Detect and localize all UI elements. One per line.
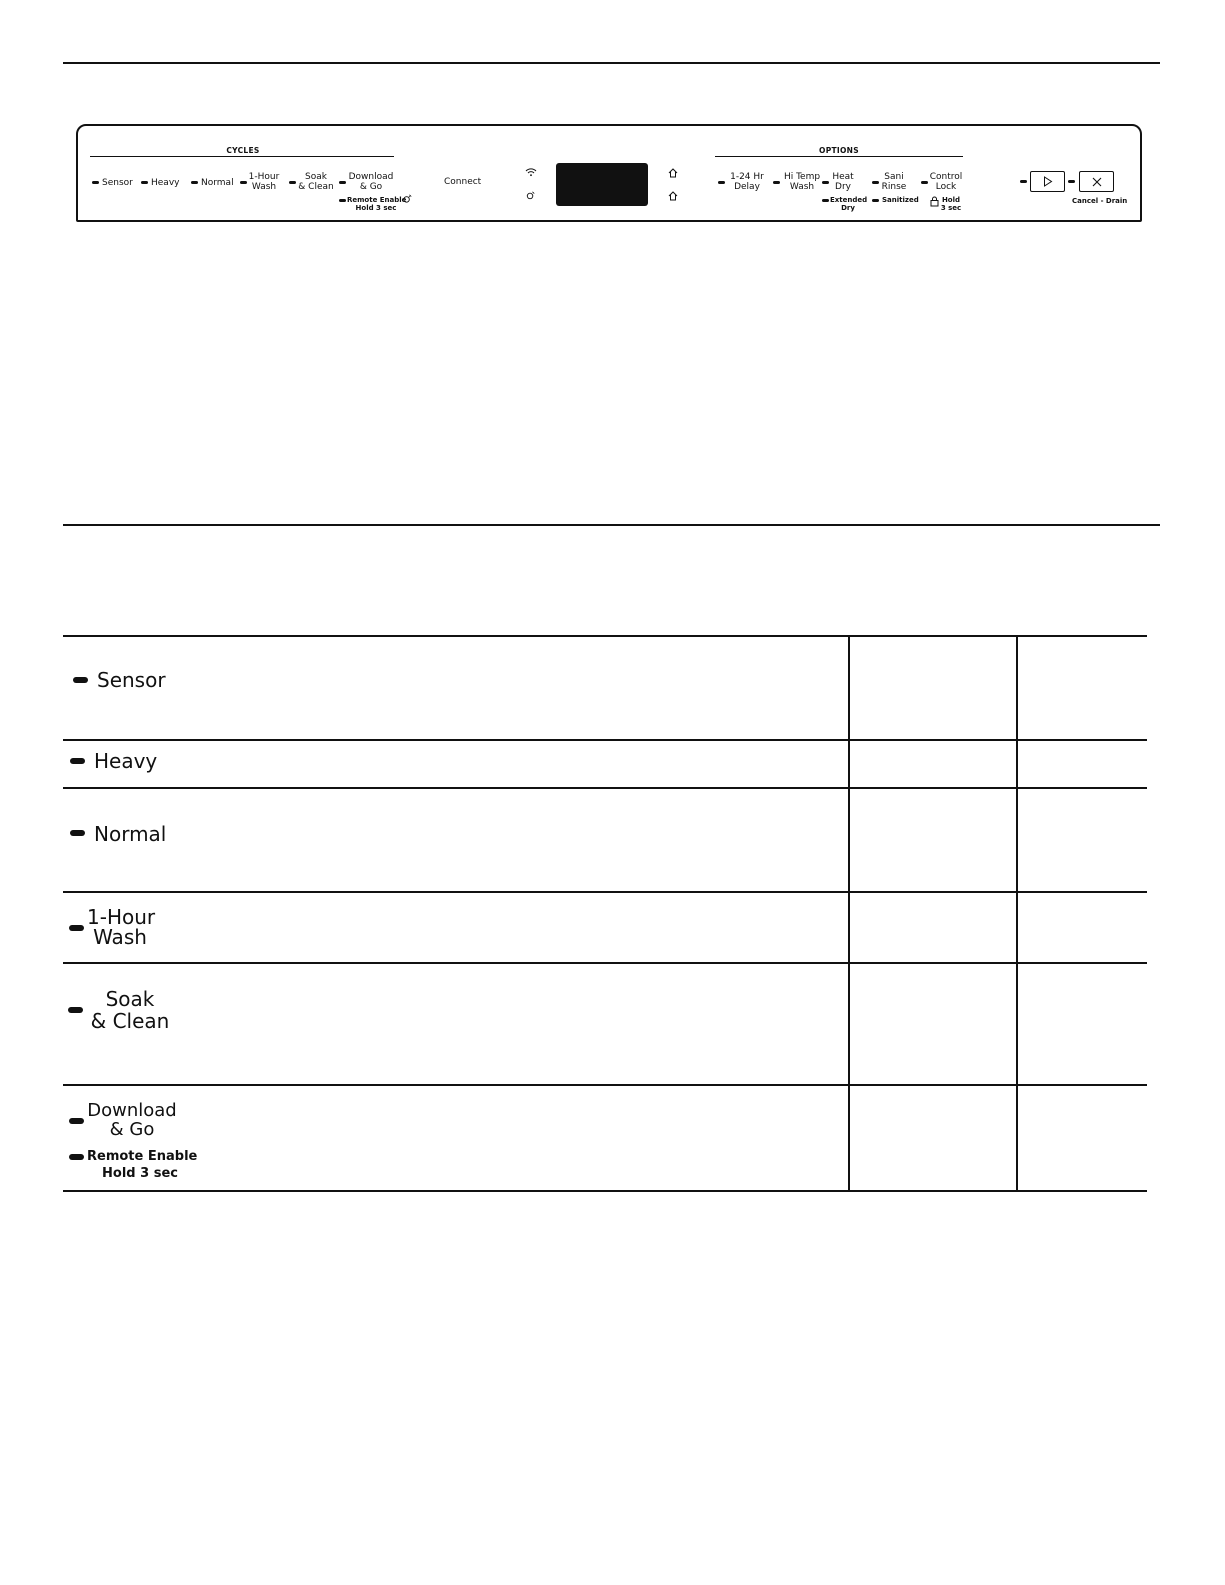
table-cell [1017, 1085, 1147, 1191]
start-indicator [1020, 180, 1027, 183]
cycle-cell [63, 740, 849, 788]
remote-enable-label: Remote Enable Hold 3 sec [87, 1149, 198, 1181]
table-cell [1017, 740, 1147, 788]
home-icon [668, 191, 678, 201]
soak-clean-indicator [68, 1007, 83, 1013]
table-row [63, 788, 1147, 892]
table-row [63, 1085, 1147, 1191]
cycle-normal-button[interactable]: Normal [201, 178, 234, 188]
table-cell [1017, 636, 1147, 740]
wifi-icon [525, 167, 537, 177]
delay-indicator [718, 181, 725, 184]
cycle-label: Sensor [97, 668, 166, 692]
normal-indicator [191, 181, 198, 184]
cancel-drain-label: Cancel - Drain [1072, 197, 1128, 205]
cycle-label: Normal [94, 822, 167, 846]
normal-indicator [70, 830, 85, 836]
sensor-indicator [92, 181, 99, 184]
cancel-drain-button[interactable] [1079, 171, 1114, 192]
option-heat-dry-button[interactable]: Heat Dry [832, 172, 854, 192]
table-cell [1017, 892, 1147, 963]
status-display [556, 163, 648, 206]
heavy-indicator [70, 758, 85, 764]
cycle-sensor-button[interactable]: Sensor [102, 178, 133, 188]
remote-enable-label: Remote Enable Hold 3 sec [347, 196, 407, 212]
soak-clean-indicator [289, 181, 296, 184]
table-cell [849, 788, 1017, 892]
cycle-download-go-button[interactable]: Download & Go [348, 172, 394, 192]
remote-enable-indicator [69, 1154, 84, 1160]
download-go-indicator [69, 1118, 84, 1124]
table-cell [849, 740, 1017, 788]
sanitized-indicator [872, 199, 879, 202]
top-rule [63, 62, 1160, 64]
sani-rinse-indicator [872, 181, 879, 184]
heat-dry-indicator [822, 181, 829, 184]
lock-icon [930, 196, 939, 207]
start-button[interactable] [1030, 171, 1065, 192]
cycles-divider [90, 156, 394, 157]
cycle-cell [63, 1085, 849, 1191]
cycle-1-hour-wash-button[interactable]: 1-Hour Wash [248, 172, 280, 192]
cycle-cell [63, 788, 849, 892]
home-icon [668, 168, 678, 178]
hi-temp-indicator [773, 181, 780, 184]
extended-dry-indicator [822, 199, 829, 202]
option-control-lock-button[interactable]: Control Lock [929, 172, 963, 192]
heavy-indicator [141, 181, 148, 184]
sanitized-label: Sanitized [882, 196, 919, 204]
remote-icon [402, 193, 413, 204]
play-icon [1043, 176, 1053, 187]
option-hi-temp-wash-button[interactable]: Hi Temp Wash [783, 172, 821, 192]
control-panel [76, 124, 1142, 222]
table-cell [1017, 788, 1147, 892]
table-row [63, 892, 1147, 963]
option-sani-rinse-button[interactable]: Sani Rinse [881, 172, 907, 192]
one-hour-indicator [69, 925, 84, 931]
table-cell [849, 636, 1017, 740]
extended-dry-label: Extended Dry [830, 196, 868, 212]
cycle-label: Soak & Clean [90, 987, 170, 1033]
cycle-label: Download & Go [87, 1100, 177, 1140]
cycle-cell [63, 963, 849, 1085]
options-title: OPTIONS [819, 146, 859, 155]
cycle-cell [63, 892, 849, 963]
hold-label: Hold 3 sec [940, 196, 962, 212]
table-cell [849, 963, 1017, 1085]
cycle-soak-clean-button[interactable]: Soak & Clean [298, 172, 334, 192]
cycles-title: CYCLES [226, 146, 260, 155]
table-cell [849, 1085, 1017, 1191]
download-go-indicator [339, 181, 346, 184]
cycle-table [63, 635, 1147, 1192]
cycle-label: Heavy [94, 749, 158, 773]
connect-button[interactable]: Connect [444, 177, 482, 187]
options-divider [715, 156, 963, 157]
remote-start-icon [525, 190, 536, 201]
table-row [63, 740, 1147, 788]
table-cell [849, 892, 1017, 963]
table-row [63, 636, 1147, 740]
remote-enable-indicator [339, 199, 346, 202]
table-cell [1017, 963, 1147, 1085]
cancel-indicator [1068, 180, 1075, 183]
section-rule [63, 524, 1160, 526]
table-row [63, 963, 1147, 1085]
close-icon [1092, 177, 1102, 187]
control-lock-indicator [921, 181, 928, 184]
cycle-cell [63, 636, 849, 740]
one-hour-indicator [240, 181, 247, 184]
cycle-label: 1-Hour Wash [87, 905, 156, 949]
cycle-heavy-button[interactable]: Heavy [151, 178, 180, 188]
option-delay-button[interactable]: 1-24 Hr Delay [730, 172, 764, 192]
sensor-indicator [73, 677, 88, 683]
